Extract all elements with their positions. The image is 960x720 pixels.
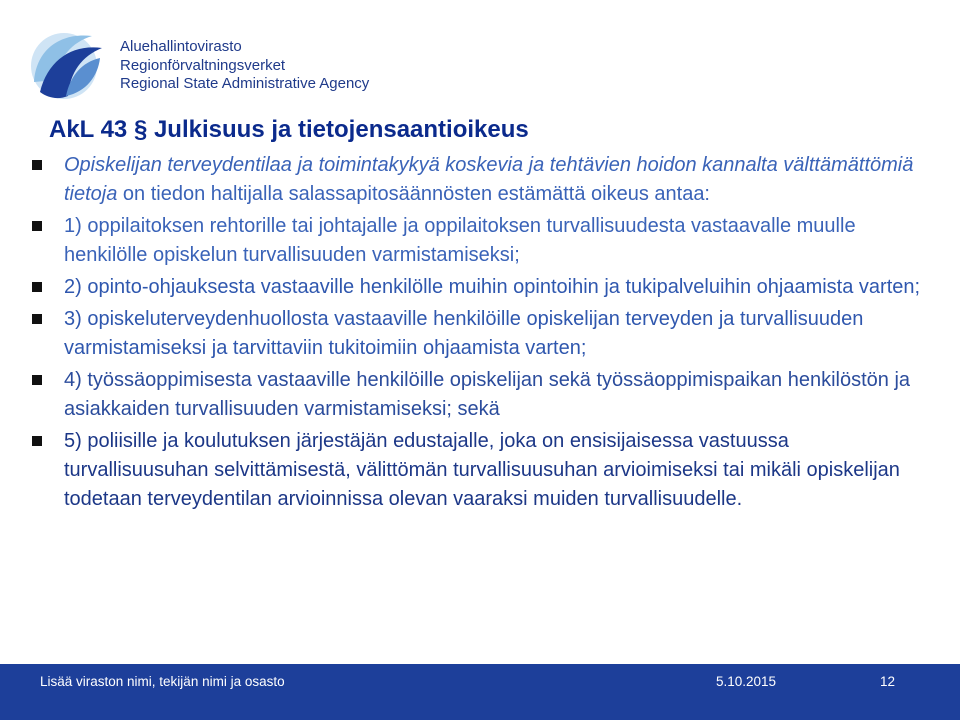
bullet-item — [28, 212, 933, 270]
bullet-text: on tiedon haltijalla salassapitosäännösten estämättä oikeus antaa: — [117, 183, 710, 205]
page-number: 12 — [880, 674, 896, 689]
bullet-list — [28, 151, 933, 514]
bullet-text: 3) opiskeluterveydenhuollosta vastaaville henkilöille opiskelijan terveyden ja turvallisuuden varmistamiseksi ja tarvittaviin tukitoimiin ohjaamista varten; — [64, 308, 864, 359]
bullet-text: 2) opinto-ohjauksesta vastaaville henkilölle muihin opintoihin ja tukipalveluihin ohjaamista varten; — [64, 276, 921, 298]
slide-title: AkL 43 § Julkisuus ja tietojensaantioikeus — [49, 116, 529, 143]
bullet-text: 5) poliisille ja koulutuksen järjestäjän edustajalle, joka on ensisijaisessa vastuussa turvallisuusuhan selvittämisestä, välittömän turvallisuusuhan arvioimiseksi tai mikäli opiskelijan todetaan terveydentilan arvioinnissa olevan vaaraksi muiden turvallisuudelle. — [64, 430, 900, 510]
agency-name-block — [120, 38, 369, 94]
bullet-italic-text: Opiskelijan terveydentilaa ja toimintakykyä koskevia ja tehtävien hoidon kannalta välttämättömiä tietoja — [64, 154, 914, 205]
footer-date: 5.10.2015 — [716, 674, 777, 689]
bullet-item — [28, 273, 933, 302]
bullet-item — [28, 366, 933, 424]
bullet-square-icon — [32, 436, 42, 446]
bullet-square-icon — [32, 160, 42, 170]
bullet-item — [28, 427, 933, 514]
bullet-square-icon — [32, 282, 42, 292]
bullet-text: 1) oppilaitoksen rehtorille tai johtajalle ja oppilaitoksen turvallisuudesta vastaavalle muulle henkilölle opiskelun turvallisuuden varmistamiseksi; — [64, 215, 856, 266]
agency-name-sv: Regionförvaltningsverket — [120, 56, 286, 74]
bullet-item — [28, 151, 933, 209]
agency-name-en: Regional State Administrative Agency — [120, 75, 370, 92]
footer-bar — [0, 664, 960, 720]
bullet-square-icon — [32, 314, 42, 324]
bullet-square-icon — [32, 375, 42, 385]
bullet-square-icon — [32, 221, 42, 231]
footer-author-text: Lisää viraston nimi, tekijän nimi ja osasto — [40, 674, 285, 689]
bullet-item — [28, 305, 933, 363]
agency-name-fi: Aluehallintovirasto — [120, 38, 242, 55]
agency-logo-icon — [26, 26, 106, 102]
bullet-text: 4) työssäoppimisesta vastaaville henkilöille opiskelijan sekä työssäoppimispaikan henkilöstön ja asiakkaiden turvallisuuden varmistamiseksi; sekä — [64, 369, 911, 420]
